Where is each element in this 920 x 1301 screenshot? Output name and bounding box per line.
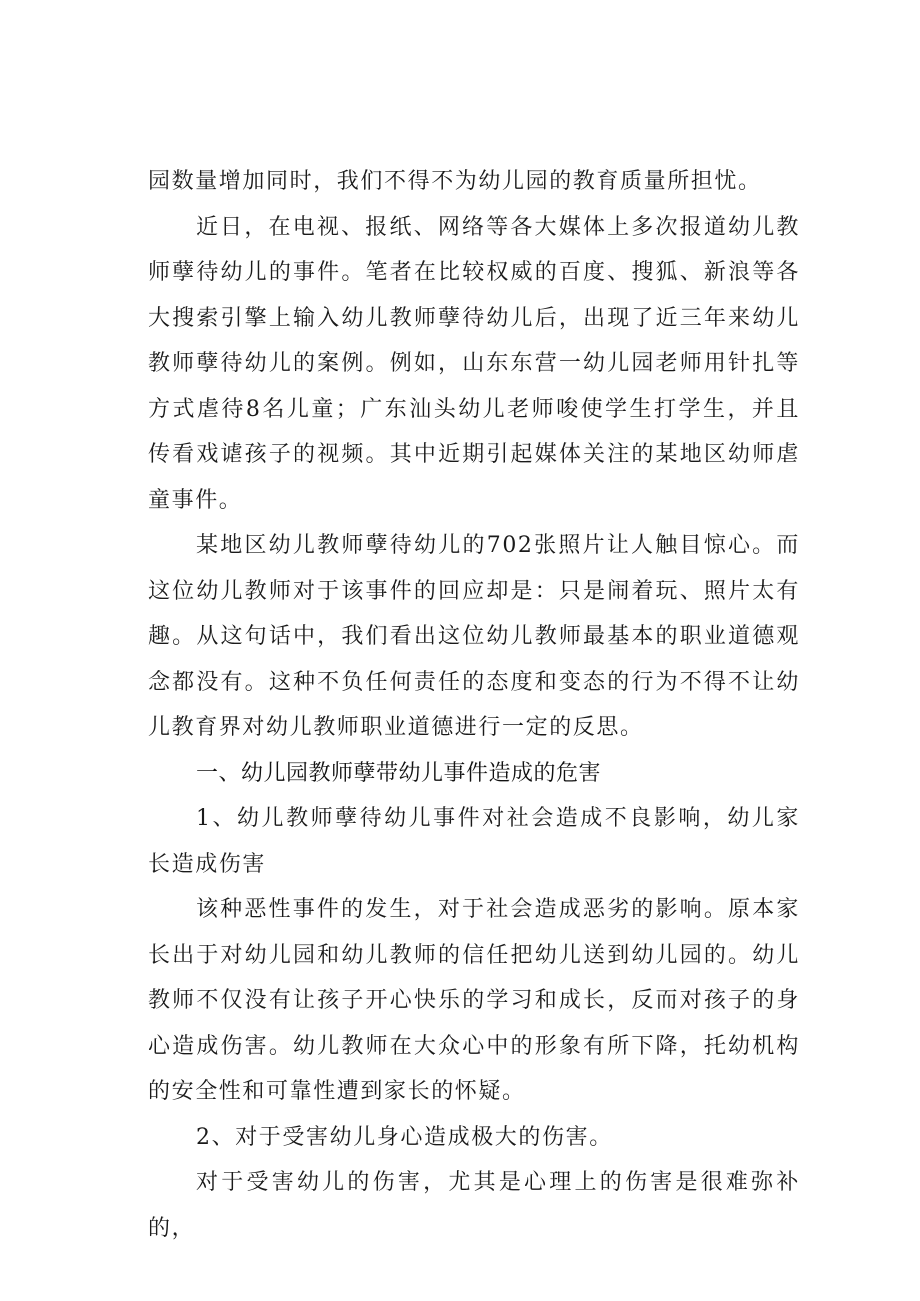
subheading-child-harm: 2、对于受害幼儿身心造成极大的伤害。 [196, 1124, 613, 1150]
paragraph-photo-incident: 某地区幼儿教师孽待幼儿的702张照片让人触目惊心。而这位幼儿教师对于该事件的回应却是：只是闹着玩、照片太有趣。从这句话中，我们看出这位幼儿教师最基本的职业道德观念都没有。这种不负任何责任的态度和变态的行为不得不让幼儿教育界对幼儿教师职业道德进行一定的反思。 [148, 533, 800, 740]
paragraph-media-reports: 近日，在电视、报纸、网络等各大媒体上多次报道幼儿教师孽待幼儿的事件。笔者在比较权威的百度、搜狐、新浪等各大搜索引擎上输入幼儿教师孽待幼儿后，出现了近三年来幼儿教师孽待幼儿的案例。例如，山东东营一幼儿园老师用针扎等方式虐待8名儿童；广东汕头幼儿老师唆使学生打学生，并且传看戏谑孩子的视频。其中近期引起媒体关注的某地区幼师虐童事件。 [148, 214, 800, 513]
paragraph-continuation: 园数量增加同时，我们不得不为幼儿园的教育质量所担忧。 [148, 169, 762, 194]
paragraph-child-harm: 对于受害幼儿的伤害，尤其是心理上的伤害是很难弥补的， [148, 1170, 800, 1241]
paragraph-social-impact: 该种恶性事件的发生，对于社会造成恶劣的影响。原本家长出于对幼儿园和幼儿教师的信任把幼儿送到幼儿园的。幼儿教师不仅没有让孩子开心快乐的学习和成长，反而对孩子的身心造成伤害。幼儿教师在大众心中的形象有所下降，托幼机构的安全性和可靠性遭到家长的怀疑。 [148, 897, 800, 1104]
document-page [148, 159, 800, 1251]
section-heading: 一、幼儿园教师孽带幼儿事件造成的危害 [196, 760, 602, 786]
subheading-social-impact: 1、幼儿教师孽待幼儿事件对社会造成不良影响，幼儿家长造成伤害 [148, 806, 800, 877]
